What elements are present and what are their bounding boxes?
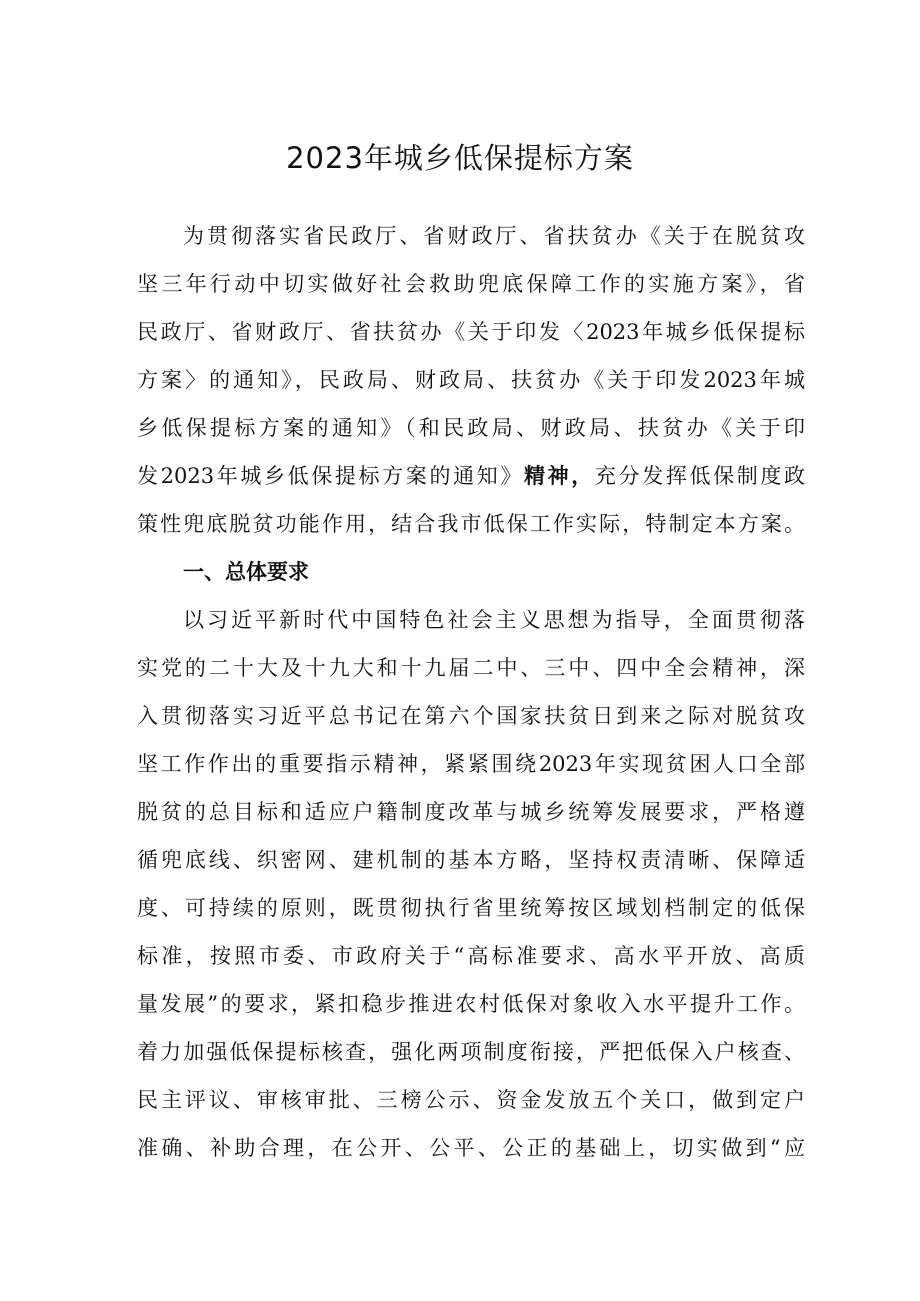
emphasis-text: 精神，	[524, 464, 595, 488]
paragraph-line: 策性兜底脱贫功能作用，结合我市低保工作实际，特制定本方案。	[137, 512, 805, 536]
section-heading: 一、总体要求	[183, 560, 309, 584]
paragraph-line: 入贯彻落实习近平总书记在第六个国家扶贫日到来之际对脱贫攻	[137, 704, 805, 728]
paragraph-line: 以习近平新时代中国特色社会主义思想为指导，全面贯彻落	[183, 608, 805, 632]
paragraph-line: 方案〉的通知》，民政局、财政局、扶贫办《关于印发2023年城	[137, 368, 805, 392]
paragraph-line: 准确、补助合理，在公开、公平、公正的基础上，切实做到“应	[137, 1136, 805, 1160]
paragraph-line: 循兜底线、织密网、建机制的基本方略，坚持权责清晰、保障适	[137, 848, 805, 872]
paragraph-line: 着力加强低保提标核查，强化两项制度衔接，严把低保入户核查、	[137, 1040, 805, 1064]
document-title: 2023年城乡低保提标方案	[286, 141, 634, 175]
paragraph-line: 坚三年行动中切实做好社会救助兜底保障工作的实施方案》，省	[137, 272, 805, 296]
paragraph-line: 坚工作作出的重要指示精神，紧紧围绕2023年实现贫困人口全部	[137, 752, 805, 776]
paragraph-line: 标准，按照市委、市政府关于“高标准要求、高水平开放、高质	[137, 944, 805, 968]
paragraph-line: 乡低保提标方案的通知》（和民政局、财政局、扶贫办《关于印	[137, 416, 805, 440]
paragraph-line: 度、可持续的原则，既贯彻执行省里统筹按区域划档制定的低保	[137, 896, 805, 920]
document-body	[137, 212, 805, 1172]
paragraph-line: 实党的二十大及十九大和十九届二中、三中、四中全会精神，深	[137, 656, 805, 680]
paragraph-line: 民主评议、审核审批、三榜公示、资金发放五个关口，做到定户	[137, 1088, 805, 1112]
paragraph-line: 为贯彻落实省民政厅、省财政厅、省扶贫办《关于在脱贫攻	[183, 224, 805, 248]
paragraph-line: 民政厅、省财政厅、省扶贫办《关于印发〈2023年城乡低保提标	[137, 320, 805, 344]
paragraph-text: 发2023年城乡低保提标方案的通知》	[137, 464, 524, 488]
paragraph-line	[137, 452, 805, 500]
paragraph-line: 脱贫的总目标和适应户籍制度改革与城乡统筹发展要求，严格遵	[137, 800, 805, 824]
paragraph-line: 量发展”的要求，紧扣稳步推进农村低保对象收入水平提升工作。	[137, 992, 805, 1016]
paragraph-text: 充分发挥低保制度政	[594, 464, 805, 488]
